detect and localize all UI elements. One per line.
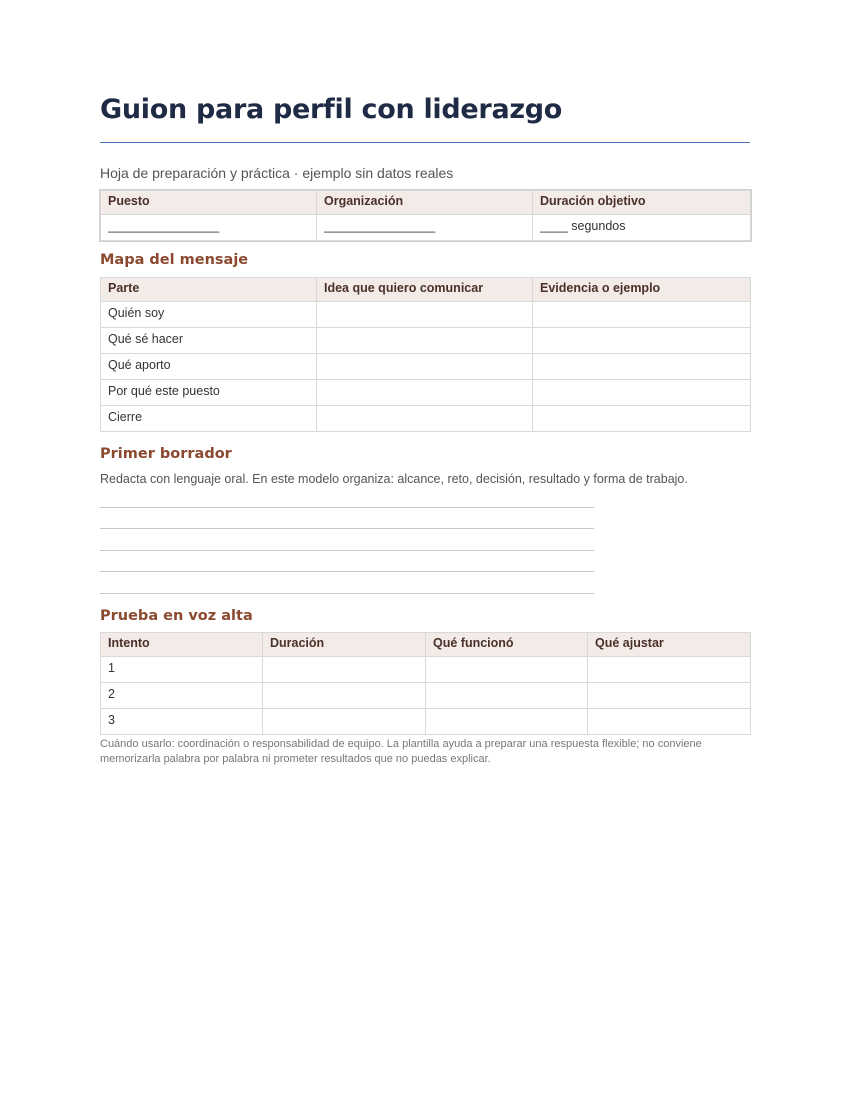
usage-footnote: Cuándo usarlo: coordinación o responsabilidad de equipo. La plantilla ayuda a preparar una respuesta flexible; no conviene memorizarla palabra por palabra ni prometer resultados que no puedas explicar. — [100, 738, 702, 765]
attempt-worked-cell[interactable] — [426, 709, 588, 735]
attempt-number-cell: 1 — [101, 657, 263, 683]
attempt-adjust-cell[interactable] — [588, 683, 751, 709]
draft-writing-line[interactable] — [100, 571, 594, 572]
attempt-number-cell: 3 — [101, 709, 263, 735]
attempt-worked-cell[interactable] — [426, 657, 588, 683]
page-subtitle: Hoja de preparación y práctica · ejemplo sin datos reales — [100, 165, 454, 181]
info-header-organizacion: Organización — [317, 191, 533, 215]
title-divider — [100, 142, 750, 143]
map-part-cell: Por qué este puesto — [101, 380, 317, 406]
first-draft-heading: Primer borrador — [100, 446, 232, 462]
map-part-cell: Cierre — [101, 406, 317, 432]
map-header-evidencia: Evidencia o ejemplo — [533, 278, 751, 302]
map-evidence-cell[interactable] — [533, 380, 751, 406]
info-table-row — [101, 215, 751, 241]
organizacion-field[interactable]: ________________ — [317, 215, 533, 241]
map-idea-cell[interactable] — [317, 406, 533, 432]
map-part-cell: Quién soy — [101, 302, 317, 328]
test-header-duracion: Duración — [263, 633, 426, 657]
test-header-ajustar: Qué ajustar — [588, 633, 751, 657]
draft-writing-line[interactable] — [100, 528, 594, 529]
map-idea-cell[interactable] — [317, 354, 533, 380]
page-title: Guion para perfil con liderazgo — [100, 94, 563, 125]
map-evidence-cell[interactable] — [533, 328, 751, 354]
info-header-puesto: Puesto — [101, 191, 317, 215]
table-row — [101, 683, 751, 709]
map-idea-cell[interactable] — [317, 328, 533, 354]
attempt-adjust-cell[interactable] — [588, 657, 751, 683]
table-row — [101, 354, 751, 380]
message-map-table — [100, 277, 751, 432]
table-row — [101, 380, 751, 406]
table-row — [101, 406, 751, 432]
attempt-worked-cell[interactable] — [426, 683, 588, 709]
aloud-test-heading: Prueba en voz alta — [100, 608, 253, 624]
attempt-number-cell: 2 — [101, 683, 263, 709]
map-part-cell: Qué aporto — [101, 354, 317, 380]
draft-writing-line[interactable] — [100, 550, 594, 551]
map-header-parte: Parte — [101, 278, 317, 302]
draft-writing-line[interactable] — [100, 507, 594, 508]
attempt-duration-cell[interactable] — [263, 709, 426, 735]
attempt-adjust-cell[interactable] — [588, 709, 751, 735]
puesto-field[interactable]: ________________ — [101, 215, 317, 241]
info-header-duracion: Duración objetivo — [533, 191, 751, 215]
aloud-test-table — [100, 632, 751, 735]
map-evidence-cell[interactable] — [533, 354, 751, 380]
table-row — [101, 709, 751, 735]
aloud-test-header-row — [101, 633, 751, 657]
map-evidence-cell[interactable] — [533, 406, 751, 432]
duracion-objetivo-field[interactable]: ____ segundos — [533, 215, 751, 241]
map-part-cell: Qué sé hacer — [101, 328, 317, 354]
map-idea-cell[interactable] — [317, 302, 533, 328]
info-table-header-row — [101, 191, 751, 215]
info-table — [100, 190, 751, 241]
test-header-funciono: Qué funcionó — [426, 633, 588, 657]
attempt-duration-cell[interactable] — [263, 657, 426, 683]
first-draft-hint: Redacta con lenguaje oral. En este modelo organiza: alcance, reto, decisión, resultado y forma de trabajo. — [100, 472, 688, 486]
draft-writing-line[interactable] — [100, 593, 594, 594]
map-evidence-cell[interactable] — [533, 302, 751, 328]
map-idea-cell[interactable] — [317, 380, 533, 406]
table-row — [101, 328, 751, 354]
message-map-heading: Mapa del mensaje — [100, 252, 249, 268]
message-map-header-row — [101, 278, 751, 302]
table-row — [101, 657, 751, 683]
attempt-duration-cell[interactable] — [263, 683, 426, 709]
test-header-intento: Intento — [101, 633, 263, 657]
map-header-idea: Idea que quiero comunicar — [317, 278, 533, 302]
table-row — [101, 302, 751, 328]
